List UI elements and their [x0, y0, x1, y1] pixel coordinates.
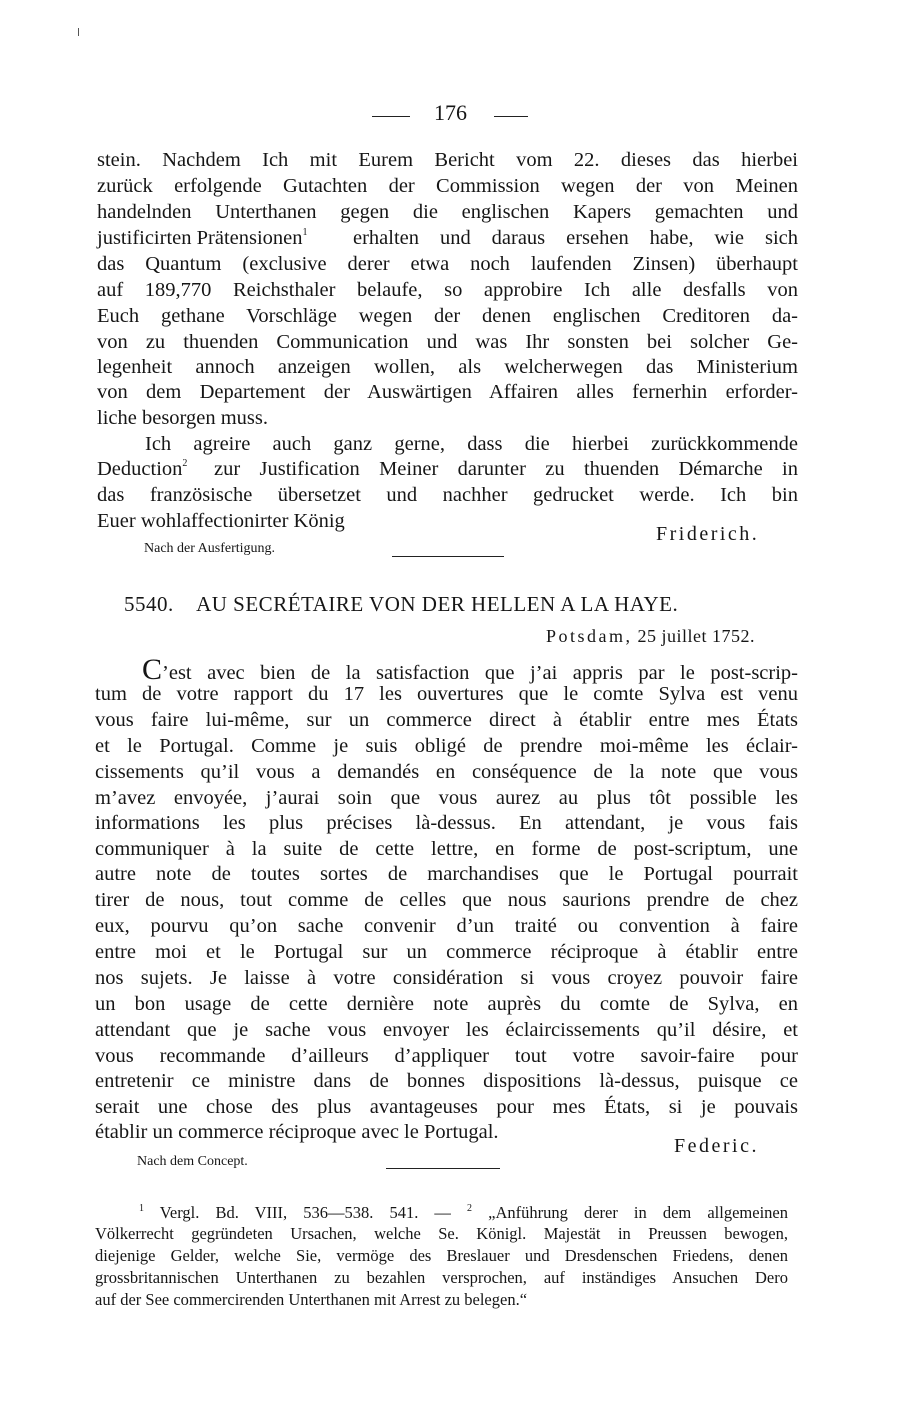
text-line: et le Portugal. Comme je suis obligé de prendre moi-même les éclair-: [95, 735, 798, 757]
signature: Friderich.: [656, 523, 760, 545]
source-note: Nach dem Concept.: [137, 1154, 248, 1169]
footnote-mark-2: 2: [467, 1203, 473, 1214]
text-line: handelnden Unterthanen gegen die englischen Kapers gemachten und: [97, 201, 798, 223]
text-line: établir un commerce réciproque avec le Portugal.: [95, 1121, 499, 1143]
dateline-date: 25 juillet 1752.: [637, 626, 756, 646]
text-line: das französische übersetzet und nachher gedrucket werde. Ich bin: [97, 484, 798, 506]
section-divider: [386, 1168, 500, 1169]
dateline: [546, 627, 755, 645]
footnote-1-text: Vergl. Bd. VIII, 536—538. 541. —: [159, 1203, 451, 1222]
text-line: entretenir ce ministre dans de bonnes dispositions là-dessus, puisque ce: [95, 1070, 798, 1092]
text-line: eux, pourvu qu’on sache convenir d’un traité ou convention à faire: [95, 915, 798, 937]
signature: Federic.: [674, 1135, 759, 1157]
text-line: [97, 228, 798, 249]
text-line: entre moi et le Portugal sur un commerce réciproque à établir entre: [95, 941, 798, 963]
header-rule-right: [494, 116, 528, 117]
text-line-rest: zur Justification Meiner darunter zu thuenden Démarche in: [214, 458, 798, 480]
header-rule-left: [372, 116, 410, 117]
dateline-place: Potsdam,: [546, 626, 633, 646]
text-line: von zu thuenden Communication und was Ihr sonsten bei solcher Ge-: [97, 331, 798, 353]
footnote-ref-2: 2: [182, 458, 188, 469]
text-line: Ich agreire auch ganz gerne, dass die hierbei zurückkommende: [145, 433, 798, 455]
text-line: stein. Nachdem Ich mit Eurem Bericht vom 22. dieses das hierbei: [97, 149, 798, 171]
scan-speck: [78, 28, 79, 36]
text-line: von dem Departement der Auswärtigen Affairen alles fernerhin erforder-: [97, 381, 798, 403]
text-line: auf 189,770 Reichsthaler belaufe, so approbire Ich alle desfalls von: [97, 279, 798, 301]
footnote-2-start: „Anführung derer in dem allgemeinen: [488, 1203, 788, 1222]
letter-number: 5540.: [124, 592, 174, 616]
text-line: attendant que je sache vous envoyer les éclaircissements qu’il désire, et: [95, 1019, 798, 1041]
text-line-rest: erhalten und daraus ersehen habe, wie sich: [353, 227, 798, 249]
page-number: 176: [434, 100, 467, 125]
text-line: [97, 459, 798, 480]
text-line: un bon usage de cette dernière note auprès du comte de Sylva, en: [95, 993, 798, 1015]
text-line: [142, 653, 798, 686]
text-line: tirer de nous, tout comme de celles que nous saurions prendre de chez: [95, 889, 798, 911]
text-line: vous faire lui-même, sur un commerce direct à établir entre mes États: [95, 709, 798, 731]
text-line: Euch gethane Vorschläge wegen der denen englischen Creditoren da-: [97, 305, 798, 327]
letter-heading: [124, 594, 678, 615]
footnote-line: auf der See commercirenden Unterthanen mit Arrest zu belegen.“: [95, 1290, 528, 1309]
text-line: vous recommande d’ailleurs d’appliquer tout votre savoir-faire pour: [95, 1045, 798, 1067]
text-line: zurück erfolgende Gutachten der Commission wegen der von Meinen: [97, 175, 798, 197]
footnote-anchor-word: justificirten Prätensionen: [97, 227, 303, 249]
footnote-line: diejenige Gelder, welche Sie, vermöge des Breslauer und Dresdenschen Friedens, denen: [95, 1246, 788, 1265]
footnote-line: [139, 1205, 788, 1222]
text-line: das Quantum (exclusive derer etwa noch laufenden Zinsen) überhaupt: [97, 253, 798, 275]
text-line: cissements qu’il vous a demandés en conséquence de la note que vous: [95, 761, 798, 783]
text-line-rest: ’est avec bien de la satisfaction que j’ai appris par le post-scrip-: [162, 662, 798, 684]
text-line: nos sujets. Je laisse à votre considération si vous croyez pouvoir faire: [95, 967, 798, 989]
section-divider: [392, 556, 504, 557]
text-line: liche besorgen muss.: [97, 407, 268, 429]
text-line: communiquer à la suite de cette lettre, en forme de post-scriptum, une: [95, 838, 798, 860]
footnote-anchor-word: Deduction: [97, 458, 183, 480]
source-note: Nach der Ausfertigung.: [144, 541, 276, 556]
footnote-line: Völkerrecht gegründeten Ursachen, welche Se. Königl. Majestät in Preussen bewogen,: [95, 1224, 788, 1243]
drop-cap: C: [142, 653, 163, 686]
footnote-line: grossbritannischen Unterthanen zu bezahlen versprochen, auf inständiges Ansuchen Dero: [95, 1268, 788, 1287]
footnote-ref-1: 1: [302, 227, 308, 238]
text-line: tum de votre rapport du 17 les ouvertures que le comte Sylva est venu: [95, 683, 798, 705]
letter-title: AU SECRÉTAIRE VON DER HELLEN A LA HAYE.: [196, 592, 679, 616]
closing-line: Euer wohlaffectionirter König: [97, 510, 345, 532]
text-line: informations les plus précises là-dessus. En attendant, je vous fais: [95, 812, 798, 834]
text-line: autre note de toutes sortes de marchandises que le Portugal pourrait: [95, 863, 798, 885]
footnote-mark-1: 1: [139, 1203, 144, 1214]
text-line: serait une chose des plus avantageuses pour mes États, si je pouvais: [95, 1096, 798, 1118]
text-line: m’avez envoyée, j’aurai soin que vous aurez au plus tôt possible les: [95, 787, 798, 809]
text-line: legenheit annoch anzeigen wollen, als welcherwegen das Ministerium: [97, 356, 798, 378]
